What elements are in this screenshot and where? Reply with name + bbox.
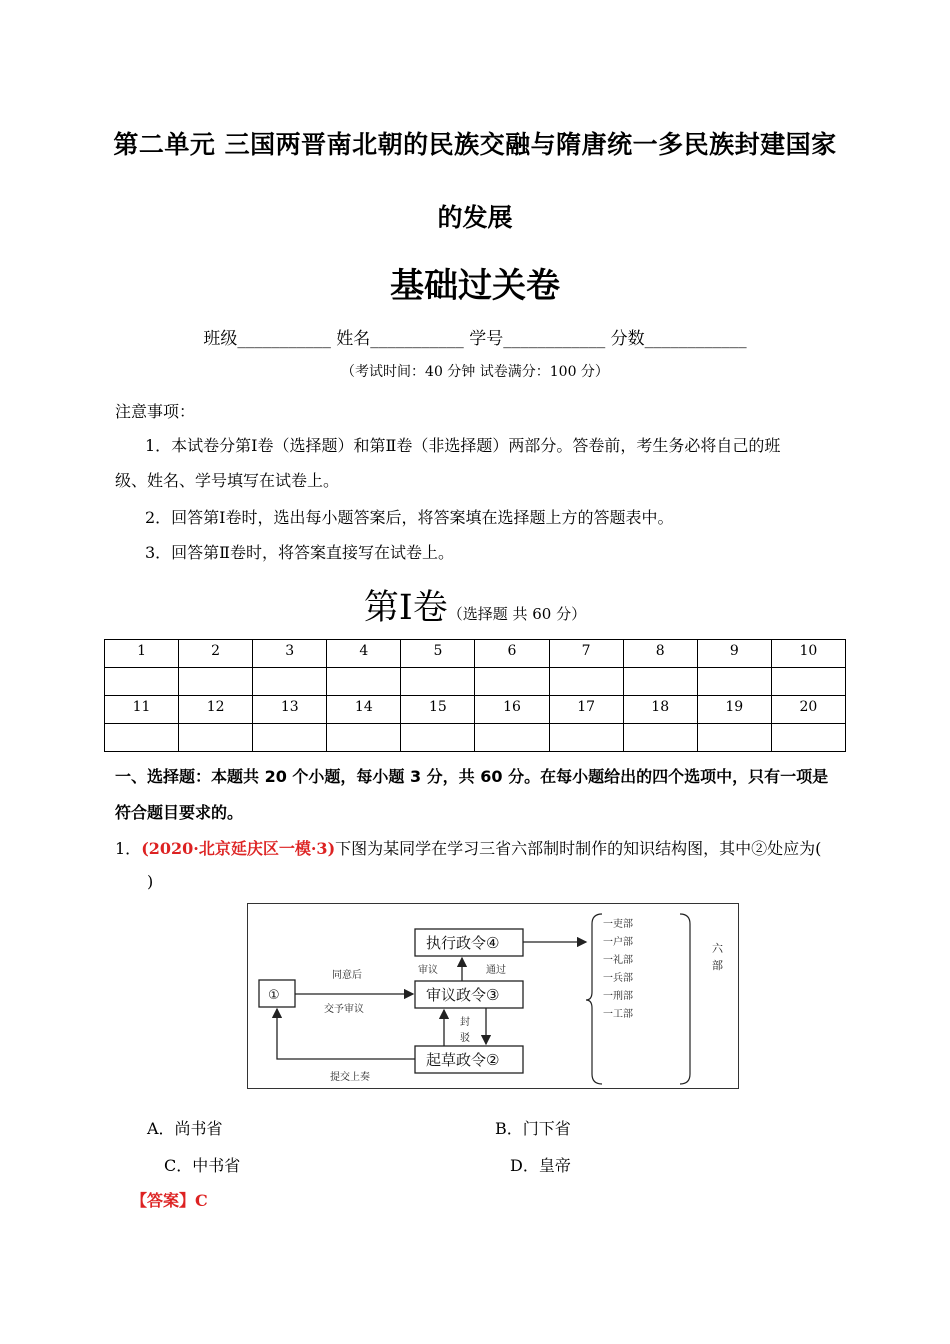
table-cell: 18 [623,696,697,724]
table-cell: 3 [253,640,327,668]
table-cell: 16 [475,696,549,724]
review-box-label: 审议政令③ [426,986,500,1004]
option-d[interactable]: D．皇帝 [510,1156,571,1175]
note-item-2: 2．回答第Ⅰ卷时，选出每小题答案后，将答案填在选择题上方的答题表中。 [145,508,674,527]
ministry-1: 一吏部 [603,919,633,930]
question-source: (2020·北京延庆区一模·3) [141,839,336,858]
ministry-6: 一工部 [603,1009,633,1020]
label-agree: 同意后 [332,970,362,981]
id-label: 学号 [469,329,504,349]
table-cell: 11 [105,696,179,724]
answer-cell[interactable] [697,724,771,752]
answer-label: 【答案】 [131,1191,196,1210]
answer-cell[interactable] [475,668,549,696]
answer-cell[interactable] [105,724,179,752]
draft-box-label: 起草政令② [426,1051,500,1069]
label-feng: 封 [460,1017,470,1028]
ministry-5: 一刑部 [603,991,633,1002]
option-c[interactable]: C．中书省 [164,1156,241,1175]
question-1-stem-end: ) [147,872,154,891]
table-row [105,640,846,668]
answer-cell[interactable] [105,668,179,696]
question-number: 1． [115,839,142,858]
answer-cell[interactable] [549,668,623,696]
table-cell: 8 [623,640,697,668]
answer-cell[interactable] [401,724,475,752]
note-item-1b: 级、姓名、学号填写在试卷上。 [115,471,340,490]
answer-cell[interactable] [623,668,697,696]
label-submit: 交予审议 [324,1004,364,1015]
ministries-bracket [586,914,602,1084]
exec-box-label: 执行政令④ [426,934,500,952]
note-item-3: 3．回答第Ⅱ卷时，将答案直接写在试卷上。 [145,543,455,562]
section-heading [0,580,950,630]
table-cell: 15 [401,696,475,724]
arrow-report [277,1009,415,1059]
answer-cell[interactable] [327,724,401,752]
liubu-label-2: 部 [712,959,723,972]
table-row [105,668,846,696]
ministry-2: 一户部 [603,937,633,948]
class-blank[interactable]: ___________ [237,329,331,349]
table-cell: 2 [179,640,253,668]
answer-cell[interactable] [475,724,549,752]
answer-line [131,1188,208,1211]
ministry-3: 一礼部 [603,955,633,966]
liubu-label-1: 六 [712,942,723,955]
exam-time-note: （考试时间：40 分钟 试卷满分：100 分） [341,364,609,380]
question-1-stem [115,836,821,859]
answer-table [104,639,846,752]
table-cell: 4 [327,640,401,668]
answer-cell[interactable] [549,724,623,752]
table-cell: 17 [549,696,623,724]
table-cell: 10 [771,640,845,668]
structure-diagram [247,903,739,1089]
answer-value: C [195,1191,208,1210]
label-report: 提交上奏 [330,1072,370,1083]
answer-cell[interactable] [179,668,253,696]
notes-heading: 注意事项： [115,402,196,421]
option-a[interactable]: A．尚书省 [147,1119,223,1138]
table-cell: 14 [327,696,401,724]
answer-cell[interactable] [697,668,771,696]
table-cell: 9 [697,640,771,668]
option-b[interactable]: B．门下省 [495,1119,571,1138]
class-label: 班级 [203,329,238,349]
section-subtitle: （选择题 共 60 分） [447,605,587,623]
id-blank[interactable]: ____________ [503,329,606,349]
question-text: 下图为某同学在学习三省六部制时制作的知识结构图，其中②处应为( [335,839,822,858]
score-label: 分数 [610,329,645,349]
label-bo: 驳 [460,1033,470,1044]
answer-cell[interactable] [179,724,253,752]
title-line-1: 第二单元 三国两晋南北朝的民族交融与隋唐统一多民族封建国家 [113,130,837,159]
one-box-label: ① [268,988,280,1003]
student-info-line [0,324,950,349]
answer-cell[interactable] [253,724,327,752]
table-cell: 13 [253,696,327,724]
ministries-bracket-right [680,914,690,1084]
table-cell: 5 [401,640,475,668]
name-label: 姓名 [336,329,371,349]
answer-cell[interactable] [771,668,845,696]
title-line-2: 的发展 [437,203,513,232]
answer-cell[interactable] [401,668,475,696]
note-item-1a: 1．本试卷分第Ⅰ卷（选择题）和第Ⅱ卷（非选择题）两部分。答卷前，考生务必将自己的班 [145,436,781,455]
answer-cell[interactable] [771,724,845,752]
title-main: 基础过关卷 [390,266,560,306]
ministry-4: 一兵部 [603,973,633,984]
table-cell: 12 [179,696,253,724]
answer-cell[interactable] [327,668,401,696]
table-cell: 20 [771,696,845,724]
table-cell: 19 [697,696,771,724]
name-blank[interactable]: ___________ [370,329,464,349]
part1-instruction-2: 符合题目要求的。 [115,803,244,822]
score-blank[interactable]: ____________ [644,329,747,349]
label-tongguo: 通过 [486,965,506,976]
answer-cell[interactable] [253,668,327,696]
table-row [105,724,846,752]
label-shenyi: 审议 [418,965,438,976]
table-cell: 1 [105,640,179,668]
table-cell: 7 [549,640,623,668]
answer-cell[interactable] [623,724,697,752]
section-title: 第Ⅰ卷 [363,588,448,628]
part1-instruction-1: 一、选择题：本题共 20 个小题，每小题 3 分，共 60 分。在每小题给出的四个选项中，只有一项是 [115,767,829,786]
table-row [105,696,846,724]
table-cell: 6 [475,640,549,668]
